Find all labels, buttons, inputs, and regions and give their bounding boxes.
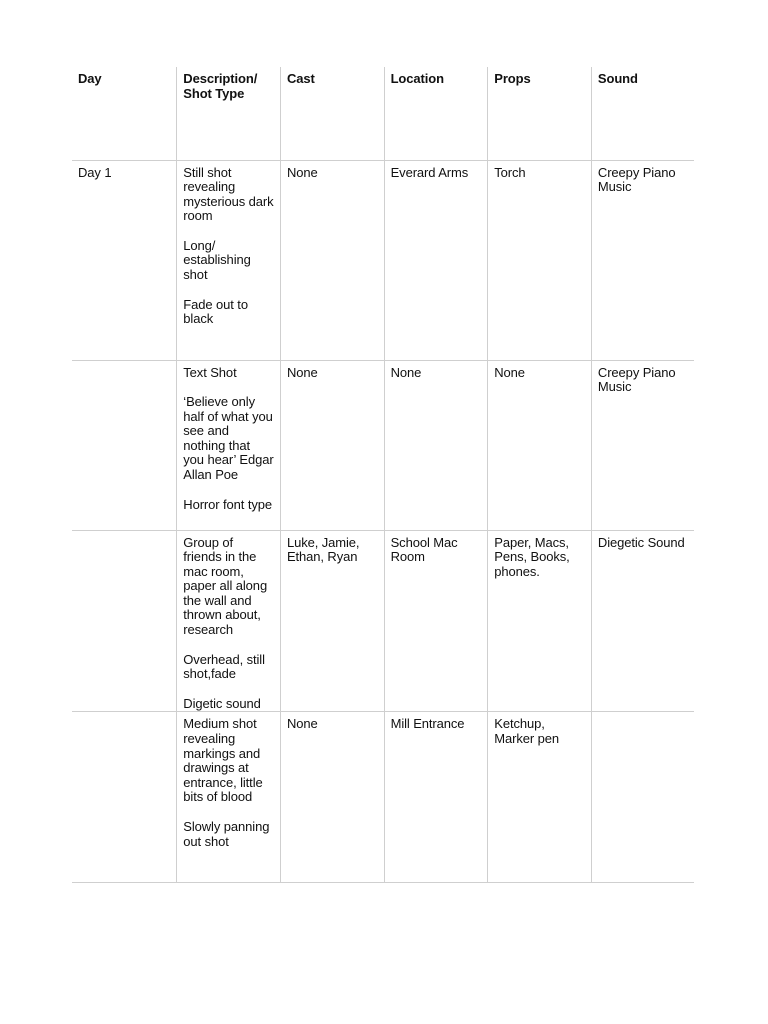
description-line: Still shot revealing mysterious dark room: [183, 164, 274, 224]
header-props: Props: [488, 67, 592, 160]
cell-props: Paper, Macs, Pens, Books, phones.: [488, 530, 592, 712]
description-line: Slowly panning out shot: [183, 819, 270, 849]
cell-day: Day 1: [72, 160, 177, 360]
cell-sound: [591, 712, 694, 883]
cell-cast: None: [280, 360, 384, 530]
description-line: Text Shot: [183, 364, 237, 380]
description-line: Digetic sound: [183, 695, 261, 711]
header-day: Day: [72, 67, 177, 160]
header-sound: Sound: [591, 67, 694, 160]
cell-sound: Creepy Piano Music: [591, 360, 694, 530]
cell-day: [72, 360, 177, 530]
cell-sound: Diegetic Sound: [591, 530, 694, 712]
description-line: Horror font type: [183, 496, 272, 512]
table-row: [72, 360, 694, 530]
description-line: Medium shot revealing markings and drawings at entrance, little bits of blood: [183, 716, 263, 805]
cell-props: Torch: [488, 160, 592, 360]
header-description: Description/ Shot Type: [177, 67, 281, 160]
cell-sound: Creepy Piano Music: [591, 160, 694, 360]
cell-props: Ketchup, Marker pen: [488, 712, 592, 883]
cell-cast: None: [280, 160, 384, 360]
description-line: Overhead, still shot,fade: [183, 651, 265, 682]
cell-day: [72, 712, 177, 883]
header-cast: Cast: [280, 67, 384, 160]
cell-description: [177, 712, 281, 883]
cell-location: Mill Entrance: [384, 712, 488, 883]
description-line: Long/ establishing shot: [183, 237, 251, 283]
table-row: [72, 160, 694, 360]
cell-description: [177, 530, 281, 712]
shot-list-table: [72, 67, 694, 883]
cell-location: Everard Arms: [384, 160, 488, 360]
cell-props: None: [488, 360, 592, 530]
description-line: ‘Believe only half of what you see and nothing that you hear’ Edgar Allan Poe: [183, 394, 274, 483]
cell-description: [177, 160, 281, 360]
table-row: [72, 530, 694, 712]
cell-location: School Mac Room: [384, 530, 488, 712]
cell-cast: Luke, Jamie, Ethan, Ryan: [280, 530, 384, 712]
cell-location: None: [384, 360, 488, 530]
table-row: [72, 712, 694, 883]
description-line: Fade out to black: [183, 296, 248, 327]
table-header-row: [72, 67, 694, 160]
header-location: Location: [384, 67, 488, 160]
cell-description: [177, 360, 281, 530]
cell-day: [72, 530, 177, 712]
cell-cast: None: [280, 712, 384, 883]
description-line: Group of friends in the mac room, paper all along the wall and thrown about, research: [183, 534, 268, 638]
